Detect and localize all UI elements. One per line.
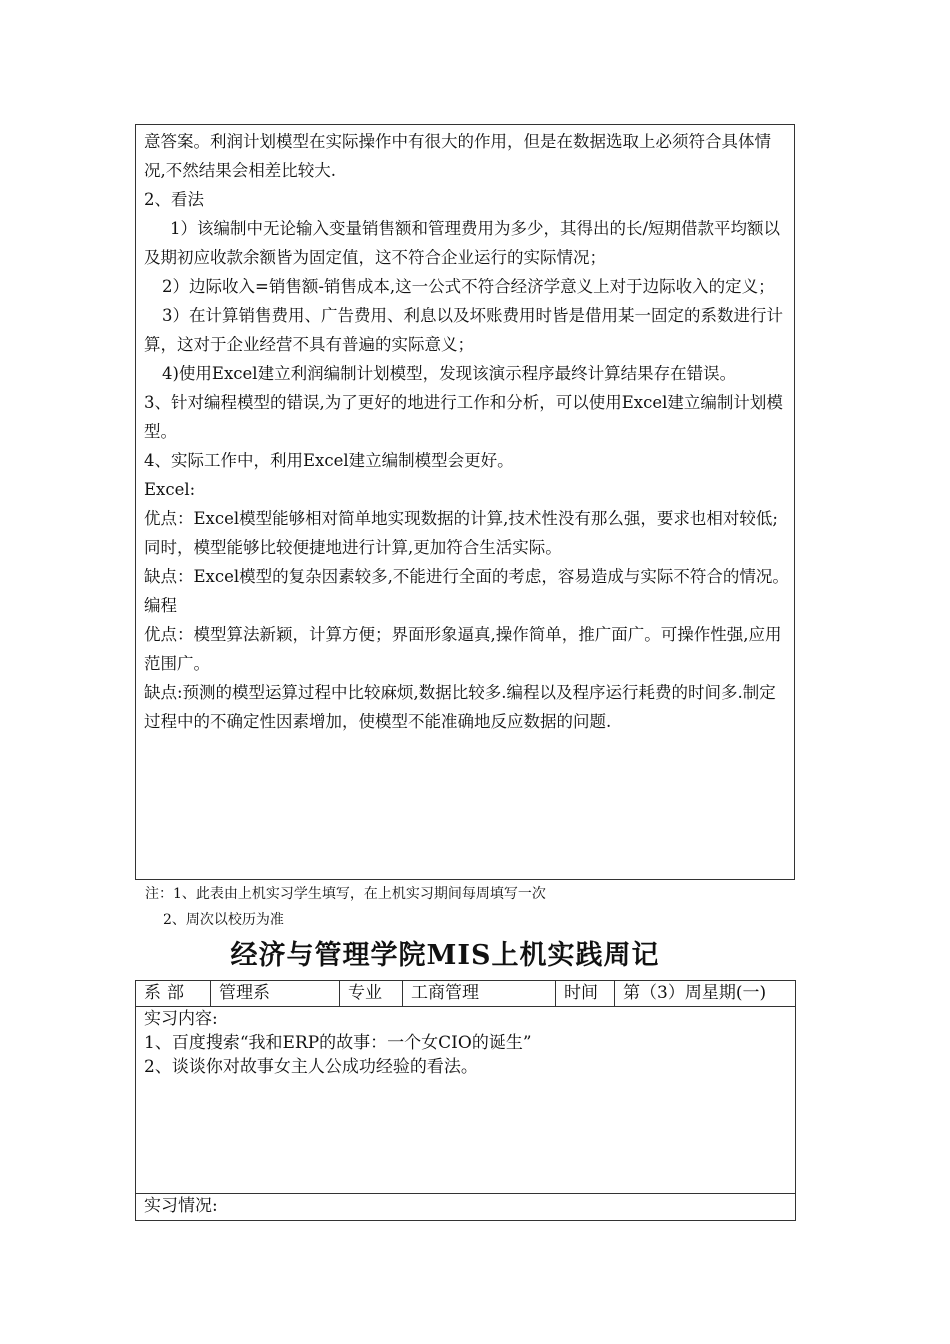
major-value: 工商管理: [403, 981, 556, 1007]
paragraph-0: 意答案。利润计划模型在实际操作中有很大的作用，但是在数据选取上必须符合具体情况,不然结果会相差比较大.: [144, 132, 771, 180]
paragraph-13: 缺点:预测的模型运算过程中比较麻烦,数据比较多.编程以及程序运行耗费的时间多.制定过程中的不确定性因素增加，使模型不能准确地反应数据的问题.: [144, 683, 776, 731]
paragraph-8: Excel:: [144, 480, 196, 499]
content-line-1: 1、百度搜索“我和ERP的故事：一个女CIO的诞生”: [144, 1033, 532, 1053]
report-continuation-box: [135, 124, 795, 880]
paragraph-6: 3、针对编程模型的错误,为了更好的地进行工作和分析，可以使用Excel建立编制计划模型。: [144, 393, 783, 441]
footnote-2: 2、周次以校历为准: [163, 912, 284, 928]
header-row: [136, 981, 796, 1007]
content-cell: [136, 1007, 796, 1194]
report-content: [144, 127, 789, 736]
major-label: 专业: [340, 981, 403, 1007]
page-title: 经济与管理学院MIS上机实践周记: [230, 940, 660, 971]
content-line-2: 2、谈谈你对故事女主人公成功经验的看法。: [144, 1057, 478, 1077]
dept-label: 系部: [136, 981, 211, 1007]
paragraph-12: 优点：模型算法新颖，计算方便；界面形象逼真,操作简单，推广面广。可操作性强,应用范围广。: [144, 625, 782, 673]
weekly-record-table: [135, 980, 796, 1221]
situation-row: [136, 1194, 796, 1221]
footnotes: [145, 881, 546, 933]
time-label: 时间: [556, 981, 615, 1007]
content-row: [136, 1007, 796, 1194]
paragraph-3: 2）边际收入=销售额-销售成本,这一公式不符合经济学意义上对于边际收入的定义；: [162, 277, 775, 296]
situation-label: 实习情况:: [136, 1194, 796, 1221]
paragraph-4: 3）在计算销售费用、广告费用、利息以及坏账费用时皆是借用某一固定的系数进行计算，这对于企业经营不具有普遍的实际意义；: [144, 306, 783, 354]
paragraph-2: 1）该编制中无论输入变量销售额和管理费用为多少，其得出的长/短期借款平均额以及期初应收款余额皆为固定值，这不符合企业运行的实际情况；: [144, 219, 781, 267]
paragraph-10: 缺点：Excel模型的复杂因素较多,不能进行全面的考虑，容易造成与实际不符合的情况。: [144, 567, 789, 586]
paragraph-5: 4)使用Excel建立利润编制计划模型，发现该演示程序最终计算结果存在错误。: [162, 364, 737, 383]
time-value: 第（3）周星期(一): [615, 981, 796, 1007]
content-label: 实习内容:: [144, 1009, 218, 1029]
paragraph-11: 编程: [144, 596, 177, 615]
paragraph-7: 4、实际工作中，利用Excel建立编制模型会更好。: [144, 451, 514, 470]
paragraph-9: 优点：Excel模型能够相对简单地实现数据的计算,技术性没有那么强，要求也相对较低;同时，模型能够比较便捷地进行计算,更加符合生活实际。: [144, 509, 778, 557]
paragraph-1: 2、看法: [144, 190, 204, 209]
dept-value: 管理系: [211, 981, 340, 1007]
footnote-1: 注：1、此表由上机实习学生填写，在上机实习期间每周填写一次: [145, 886, 546, 902]
